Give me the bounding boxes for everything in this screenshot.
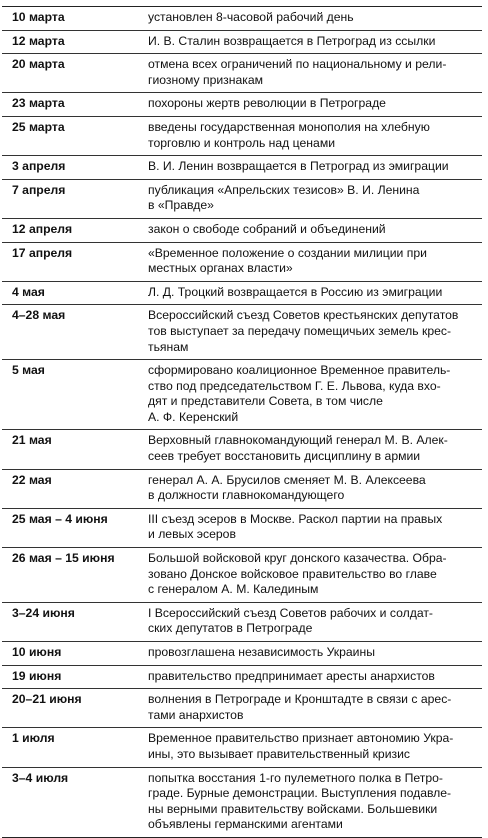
event-description-line: закон о свободе собраний и объединений <box>148 221 386 236</box>
event-date: 10 июня <box>12 645 62 659</box>
event-date: 23 марта <box>12 96 65 111</box>
event-description-line: сеев требует восстановить дисциплину в армии <box>148 449 421 464</box>
event-description-line: установлен 8-часовой рабочий день <box>148 10 354 24</box>
event-description-line: тов выступает за передачу помещичьих земель крес- <box>148 323 452 338</box>
event-date: 25 мая – 4 июня <box>12 511 108 526</box>
event-description-line: ство под председательством Г. Е. Львова, куда вхо- <box>148 378 441 393</box>
event-description <box>130 606 482 637</box>
event-description <box>130 10 482 26</box>
event-description-line: I Всероссийский съезд Советов рабочих и солдат- <box>148 605 433 620</box>
timeline-row <box>2 93 482 117</box>
event-description-line: введены государственная монополия на хлебную <box>148 119 430 134</box>
event-date: 1 июля <box>12 731 55 746</box>
event-description-line: генерал А. А. Брусилов сменяет М. В. Алексеева <box>148 472 426 487</box>
event-description-line: ских депутатов в Петрограде <box>148 621 313 636</box>
event-date: 12 марта <box>12 33 65 48</box>
event-description-line: Верховный главнокомандующий генерал М. В. Алек- <box>148 433 448 448</box>
event-description <box>130 363 482 425</box>
timeline-row <box>2 666 482 690</box>
event-description-line: И. В. Сталин возвращается в Петроград из ссылки <box>148 33 436 48</box>
timeline-row <box>2 360 482 430</box>
timeline-row <box>2 31 482 55</box>
event-description-line: местных органах власти» <box>148 261 293 276</box>
event-description <box>130 285 482 301</box>
event-description <box>130 96 482 112</box>
event-description-line: публикация «Апрельских тезисов» В. И. Ленина <box>148 182 420 197</box>
event-description-line: ны верными правительству войсками. Большевики <box>148 801 438 816</box>
event-description-line: Временное правительство признает автономию Укра- <box>148 731 454 746</box>
event-description-line: торговлю и контроль над ценами <box>148 135 336 150</box>
timeline-row <box>2 282 482 306</box>
event-date: 4 мая <box>12 284 45 299</box>
event-date: 3–4 июля <box>12 770 69 785</box>
timeline-row <box>2 117 482 156</box>
event-description-line: тьянам <box>148 339 189 354</box>
event-date: 21 мая <box>12 433 52 448</box>
event-description <box>130 551 482 598</box>
event-description <box>130 645 482 661</box>
timeline-row <box>2 768 482 837</box>
event-date: 12 апреля <box>12 221 73 236</box>
event-date: 10 марта <box>12 10 65 24</box>
event-date: 20 марта <box>12 57 65 72</box>
event-description <box>130 473 482 504</box>
event-date: 3 апреля <box>12 159 66 174</box>
event-description-line: В. И. Ленин возвращается в Петроград из эмиграции <box>148 159 449 174</box>
event-description <box>130 159 482 175</box>
timeline-row <box>2 642 482 666</box>
event-description-line: тами анархистов <box>148 707 244 722</box>
event-description-line: Всероссийский съезд Советов крестьянских депутатов <box>148 308 459 323</box>
timeline-row <box>2 219 482 243</box>
event-description-line: «Временное положение о создании милиции при <box>148 245 427 260</box>
event-description-line: Л. Д. Троцкий возвращается в Россию из эмиграции <box>148 284 443 299</box>
timeline-row <box>2 470 482 509</box>
timeline-row <box>2 7 482 31</box>
event-description-line: сформировано коалиционное Временное правитель- <box>148 363 451 378</box>
event-description-line: Большой войсковой круг донского казачества. Обра- <box>148 551 447 566</box>
event-description <box>130 246 482 277</box>
event-description-line: гиозному признакам <box>148 72 264 87</box>
event-description-line: волнения в Петрограде и Кронштадте в связи с арес- <box>148 692 452 707</box>
event-description <box>130 731 482 762</box>
timeline-table <box>2 6 482 838</box>
timeline-row <box>2 243 482 282</box>
timeline-row <box>2 180 482 219</box>
event-description-line: провозглашена независимость Украины <box>148 645 375 659</box>
event-description <box>130 669 482 685</box>
event-date: 7 апреля <box>12 182 66 197</box>
event-date: 26 мая – 15 июня <box>12 551 115 566</box>
event-description <box>130 183 482 214</box>
event-date: 5 мая <box>12 363 45 378</box>
event-description-line: объявлены германскими агентами <box>148 817 343 832</box>
timeline-row <box>2 305 482 360</box>
event-description-line: и левых эсеров <box>148 527 236 542</box>
event-description <box>130 57 482 88</box>
event-description <box>130 34 482 50</box>
event-date: 19 июня <box>12 668 62 683</box>
event-description-line: зовано Донское войсковое правительство во главе <box>148 566 437 581</box>
event-description-line: в «Правде» <box>148 198 214 213</box>
timeline-row <box>2 728 482 767</box>
event-date: 22 мая <box>12 472 52 487</box>
event-description-line: граде. Бурные демонстрации. Выступления подавле- <box>148 786 452 801</box>
event-description-line: А. Ф. Керенский <box>148 409 239 424</box>
event-description-line: дят и представители Совета, в том числе <box>148 394 383 409</box>
event-description-line: отмена всех ограничений по национальному и рели- <box>148 57 447 72</box>
event-description <box>130 433 482 464</box>
event-description <box>130 308 482 355</box>
event-description-line: в должности главнокомандующего <box>148 488 345 503</box>
event-description-line: с генералом А. М. Калединым <box>148 582 319 597</box>
timeline-row <box>2 430 482 469</box>
event-description-line: правительство предпринимает аресты анархистов <box>148 668 435 683</box>
event-date: 17 апреля <box>12 245 73 260</box>
timeline-row <box>2 509 482 548</box>
timeline-row <box>2 603 482 642</box>
timeline-row <box>2 548 482 603</box>
event-description <box>130 120 482 151</box>
event-description-line: ины, это вызывает правительственный кризис <box>148 746 410 761</box>
event-description-line: попытка восстания 1-го пулеметного полка в Петро- <box>148 770 443 785</box>
event-description <box>130 222 482 238</box>
event-date: 25 марта <box>12 119 65 134</box>
event-date: 4–28 мая <box>12 308 66 323</box>
event-description-line: III съезд эсеров в Москве. Раскол партии на правых <box>148 511 443 526</box>
event-date: 3–24 июня <box>12 605 75 620</box>
event-date: 20–21 июня <box>12 692 82 707</box>
timeline-row <box>2 689 482 728</box>
event-description-line: похороны жертв революции в Петрограде <box>148 96 386 111</box>
timeline-row <box>2 54 482 93</box>
timeline-row <box>2 156 482 180</box>
event-description <box>130 512 482 543</box>
event-description <box>130 771 482 833</box>
event-description <box>130 692 482 723</box>
